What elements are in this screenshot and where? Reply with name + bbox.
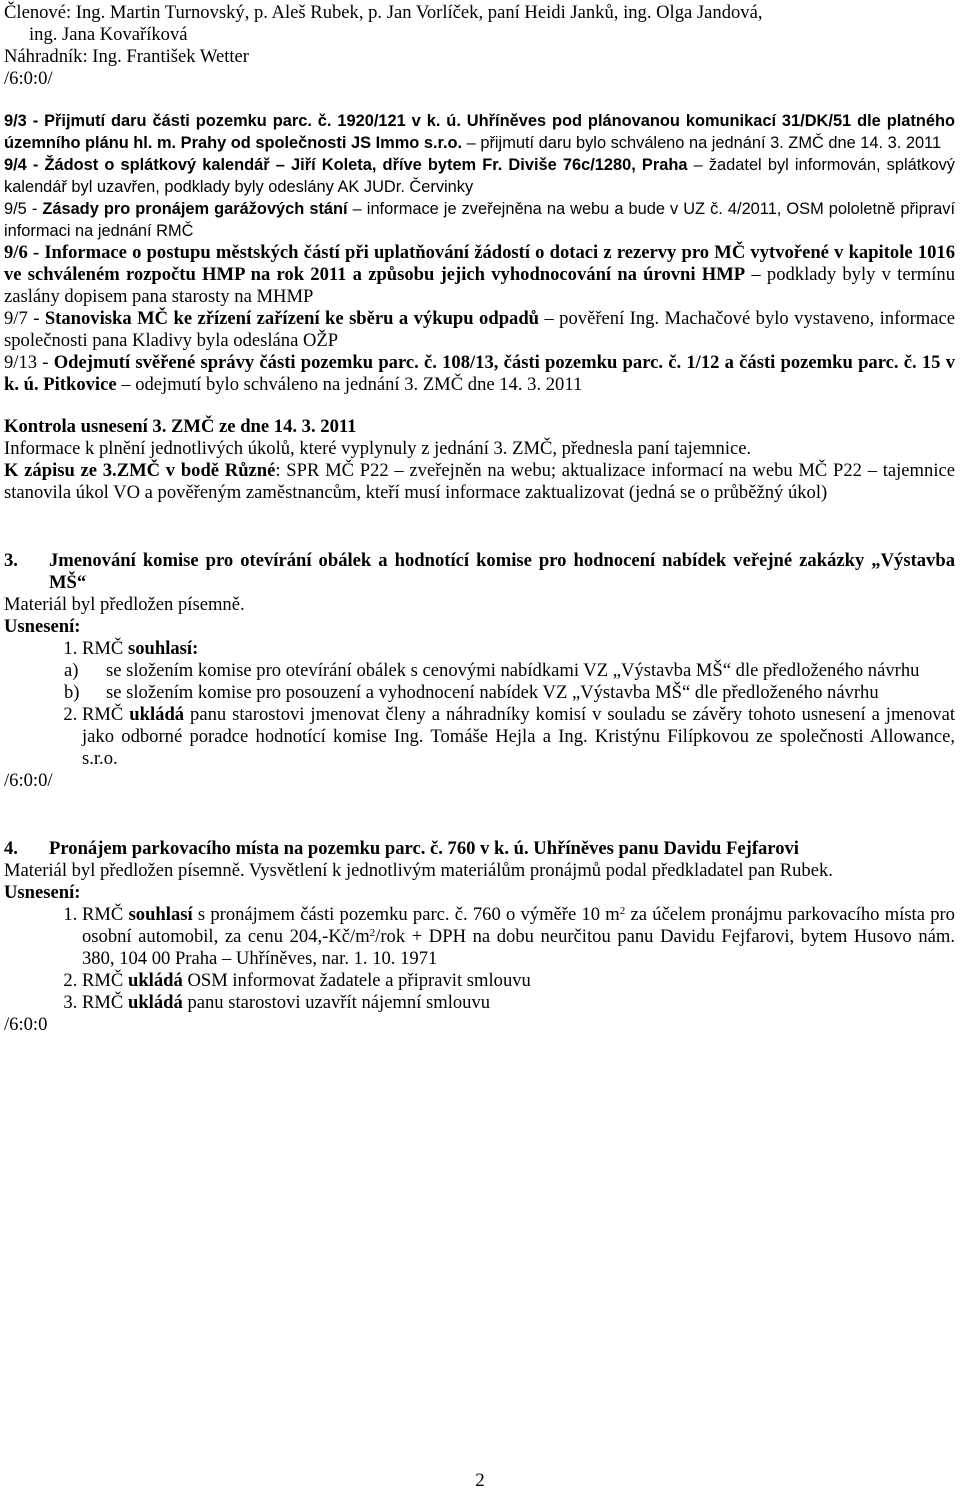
item-9-6 [4, 242, 955, 308]
s3-r1-sub-a-label: a) [64, 660, 79, 681]
section-4-title: Pronájem parkovacího místa na pozemku parc. č. 760 v k. ú. Uhříněves panu Davidu Fejfarovi [49, 838, 799, 859]
item-9-4 [4, 154, 955, 198]
section-3-title: Jmenování komise pro otevírání obálek a hodnotící komise pro hodnocení nabídek veřejné zakázky „Výstavba MŠ“ [49, 550, 955, 593]
item-9-6-title: 9/6 - Informace o postupu městských částí při uplatňování žádostí o dotaci z rezervy pro MČ vytvořené v kapitole 1016 ve schváleném rozpočtu HMP na rok 2011 a způsobu jejich vyhodnocování na úrovni HMP [4, 242, 955, 285]
section-3-resolution-1 [64, 638, 955, 704]
item-9-7-text: – pověření Ing. Machačové bylo vystaveno, informace společnosti pana Kladivy byla odeslána OŽP [4, 308, 955, 351]
kontrola-info: Informace k plnění jednotlivých úkolů, které vyplynuly z jednání 3. ZMČ, přednesla paní tajemnice. [4, 438, 752, 459]
s4-r1-text-b: za účelem pronájmu parkovacího místa pro osobní automobil, za cenu 204,-Kč/m [82, 904, 955, 947]
section-4-resolution-2 [82, 970, 955, 992]
item-9-13-prefix: 9/13 - [4, 352, 54, 373]
item-9-5-title: Zásady pro pronájem garážových stání [42, 200, 348, 218]
section-3-usneseni-label: Usnesení: [4, 616, 81, 637]
kontrola-title [4, 416, 955, 438]
members-line-2: ing. Jana Kovaříková [29, 24, 188, 45]
section-4-usneseni [4, 882, 955, 904]
item-9-3 [4, 110, 955, 154]
s4-r2-verb: ukládá [128, 970, 183, 991]
s4-r2-text: OSM informovat žadatele a připravit smlouvu [182, 970, 531, 991]
kontrola-title-text: Kontrola usnesení 3. ZMČ ze dne 14. 3. 2011 [4, 416, 357, 437]
section-4-number: 4. [4, 838, 18, 859]
k-zapisu-label: K zápisu ze 3.ZMČ v bodě Různé [4, 460, 276, 481]
s3-r1-sub-a-text: se složením komise pro otevírání obálek s cenovými nabídkami VZ „Výstavba MŠ“ dle předloženého návrhu [106, 660, 920, 681]
k-zapisu-text: : SPR MČ P22 – zveřejněn na webu; aktualizace informací na webu MČ P22 – tajemnice stanovila úkol VO a pověřeným zaměstnancům, kteří musí informace zaktualizovat (jedná se o průběžný úkol) [4, 460, 955, 503]
vote-result: /6:0:0/ [4, 68, 53, 89]
s3-r1-sub-a [66, 660, 955, 682]
section-4-vote: /6:0:0 [4, 1014, 48, 1035]
item-9-7-title: Stanoviska MČ ke zřízení zařízení ke sběru a výkupu odpadů [44, 308, 540, 329]
s4-r1-text-a: s pronájmem části pozemku parc. č. 760 o výměře 10 m [192, 904, 620, 925]
section-3-number: 3. [4, 550, 18, 571]
section-4-heading [4, 838, 955, 860]
s4-r3-prefix: RMČ [82, 992, 128, 1013]
item-9-13-text: – odejmutí bylo schváleno na jednání 3. ZMČ dne 14. 3. 2011 [116, 374, 583, 395]
item-9-4-text: – žadatel byl informován, splátkový kalendář byl uzavřen, podklady byly odeslány AK JUDr. Červinky [4, 156, 956, 196]
section-4-material: Materiál byl předložen písemně. Vysvětlení k jednotlivým materiálům pronájmů podal předkladatel pan Rubek. [4, 860, 833, 881]
item-9-5 [4, 198, 955, 242]
members-line-1: Členové: Ing. Martin Turnovský, p. Aleš Rubek, p. Jan Vorlíček, paní Heidi Janků, ing. Olga Jandová, [4, 2, 763, 23]
s3-r1-sub-b-label: b) [64, 682, 80, 703]
item-9-6-text: – podklady byly v termínu zaslány dopisem pana starosty na MHMP [4, 264, 955, 307]
section-4-resolution-3 [82, 992, 955, 1014]
item-9-5-text: – informace je zveřejněna na webu a bude v UZ č. 4/2011, OSM pololetně připraví informaci na jednání RMČ [4, 200, 956, 240]
s3-r2-verb: ukládá [129, 704, 185, 725]
s4-r1-prefix: RMČ [82, 904, 129, 925]
s3-r2-prefix: RMČ [82, 704, 130, 725]
section-3-material: Materiál byl předložen písemně. [4, 594, 245, 615]
s3-r1-verb: souhlasí: [128, 638, 199, 659]
item-9-13-title: Odejmutí svěřené správy části pozemku parc. č. 108/13, části pozemku parc. č. 1/12 a části pozemku parc. č. 15 v k. ú. Pitkovice [4, 352, 955, 395]
s3-r1-subitems [66, 660, 955, 704]
s3-r1-sub-b-text: se složením komise pro posouzení a vyhodnocení nabídek VZ „Výstavba MŠ“ dle předloženého návrhu [106, 682, 879, 703]
section-3-resolution-list [4, 638, 955, 770]
s4-r1-sup-2: 2 [369, 927, 376, 939]
s4-r1-verb: souhlasí [128, 904, 193, 925]
item-9-3-text: přijmutí daru bylo schváleno na jednání 3. ZMČ dne 14. 3. 2011 [480, 134, 942, 152]
section-3-resolution-2 [82, 704, 955, 770]
section-3-heading [4, 550, 955, 594]
s4-r2-prefix: RMČ [82, 970, 128, 991]
item-9-13 [4, 352, 955, 396]
section-3-vote: /6:0:0/ [4, 770, 53, 791]
k-zapisu [4, 460, 955, 504]
item-9-3-dash: – [462, 134, 481, 152]
page-number: 2 [475, 1470, 485, 1491]
section-4-usneseni-label: Usnesení: [4, 882, 81, 903]
s4-r3-text: panu starostovi uzavřít nájemní smlouvu [182, 992, 491, 1013]
item-9-4-title: 9/4 - Žádost o splátkový kalendář – Jiří Koleta, dříve bytem Fr. Diviše 76c/1280, Praha [4, 156, 688, 174]
section-3-usneseni [4, 616, 955, 638]
substitute-line: Náhradník: Ing. František Wetter [4, 46, 249, 67]
s3-r1-prefix: RMČ [82, 638, 128, 659]
s3-r2-text: panu starostovi jmenovat členy a náhradníky komisí v souladu se závěry tohoto usnesení a jmenovat jako odborné poradce hodnotící komise Ing. Tomáše Hejla a Ing. Kristýnu Filípkovou ze společnosti Allowance, s.r.o. [82, 704, 955, 769]
section-4-resolution-list [4, 904, 955, 1014]
s4-r1-text-c: /rok + DPH na dobu neurčitou panu Davidu Fejfarovi, bytem Husovo nám. 380, 104 00 Praha – Uhříněves, nar. 1. 10. 1971 [82, 926, 955, 969]
section-4-resolution-1 [82, 904, 955, 970]
item-9-5-prefix: 9/5 - [4, 200, 43, 218]
item-9-3-title: 9/3 - Přijmutí daru části pozemku parc. č. 1920/121 v k. ú. Uhříněves pod plánovanou komunikací 31/DK/51 dle platného územního plánu hl. m. Prahy od společnosti JS Immo s.r.o. [4, 112, 955, 152]
s3-r1-sub-b [66, 682, 955, 704]
s4-r3-verb: ukládá [128, 992, 183, 1013]
item-9-7 [4, 308, 955, 352]
item-9-7-prefix: 9/7 - [4, 308, 45, 329]
s4-r1-sup-1: 2 [619, 905, 626, 917]
